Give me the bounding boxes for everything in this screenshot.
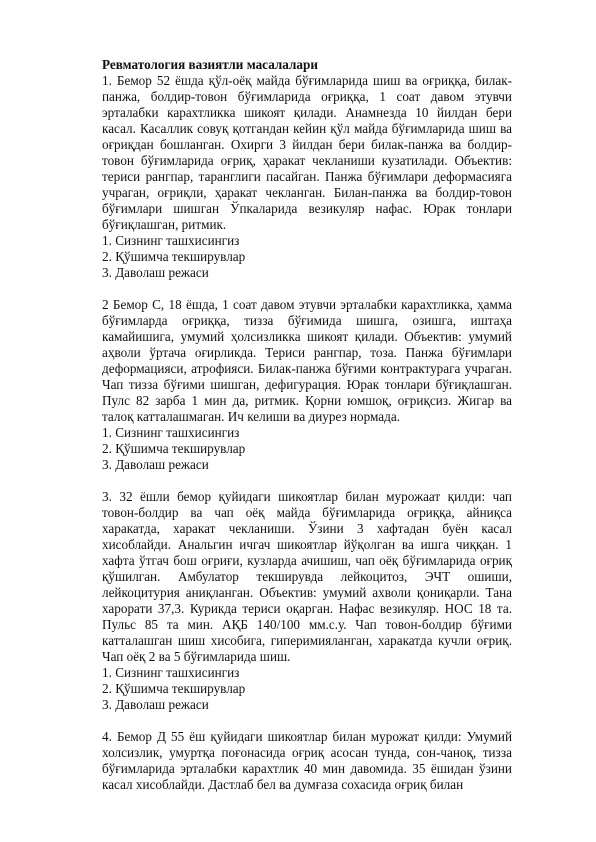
paragraph-gap	[102, 713, 512, 729]
paragraph-gap	[102, 473, 512, 489]
case-4	[102, 729, 512, 793]
case-text: 3. 32 ёшли бемор қуйидаги шикоятлар билан мурожаат қилди: чап товон-болдир ва чап оёқ майда бўғимларида оғриққа, айниқса харакатда, харакат чекланиши. Ўзини 3 хафтадан буён касал хисоблайди. Анальгин ичгач шикоятлар йўқолган ва ишга чиққан. 1 хафта ўтгач бош оғриғи, кузларда ачишиш, чап оёқ бўғимларида оғриқ қўшилган. Амбулатор текширувда лейкоцитоз, ЭЧТ ошиши, лейкоцитурия аниқланган. Объектив: умумий ахволи қониқарли. Тана харорати 37,3. Курикда териси оқарган. Нафас везикуляр. НОС 18 та. Пульс 85 та мин. АҚБ 140/100 мм.с.у. Чап товон-болдир бўғими катталашган шиш хисобига, гиперимияланган, харакатда кучли оғриқ. Чап оёқ 2 ва 5 бўғимларида шиш.	[102, 489, 512, 664]
question-additional-tests: 2. Қўшимча текширувлар	[102, 681, 246, 696]
case-text: 2 Бемор С, 18 ёшда, 1 соат давом этувчи эрталабки карахтликка, ҳамма бўғимларда оғриққа, тизза бўғимида шишга, озишга, иштаҳа камайишига, умумий ҳолсизликка шикоят қилади. Объектив: умумий аҳволи ўртача оғирликда. Териси рангпар, тоза. Панжа бўғимлари деформацияси, атрофияси. Билак-панжа бўғими контрактурага учраган. Чап тизза бўғими шишган, дефигурация. Юрак тонлари бўғиқлашган. Пулс 82 зарба 1 мин да, ритмик. Қорни юмшоқ, оғриқсиз. Жигар ва талоқ катталашмаган. Ич келиши ва диурез нормада.	[102, 297, 512, 424]
paragraph-gap	[102, 281, 512, 297]
question-treatment-plan: 3. Даволаш режаси	[102, 697, 209, 712]
question-diagnosis: 1. Сизнинг ташхисингиз	[102, 665, 240, 680]
question-diagnosis: 1. Сизнинг ташхисингиз	[102, 425, 240, 440]
case-3	[102, 489, 512, 713]
question-treatment-plan: 3. Даволаш режаси	[102, 457, 209, 472]
case-2	[102, 297, 512, 473]
question-diagnosis: 1. Сизнинг ташхисингиз	[102, 233, 240, 248]
document-title: Ревматология вазиятли масалалари	[102, 57, 318, 72]
case-text: 1. Бемор 52 ёшда қўл-оёқ майда бўғимларида шиш ва оғриққа, билак-панжа, болдир-товон бўғимларида оғриққа, 1 соат давом этувчи эрталабки карахтликка шикоят қилади. Анамнезда 10 йилдан бери касал. Касаллик совуқ қотгандан кейин қўл майда бўғимларида шиш ва оғриқдан бошланган. Охирги 3 йилдан бери билак-панжа ва болдир-товон бўғимларида оғриқ, ҳаракат чекланиши кузатилади. Объектив: териси рангпар, таранглиги пасайган. Панжа бўғимлари деформасияга учраган, оғриқли, ҳаракат чекланган. Билан-панжа ва болдир-товон бўғимлари шишган Ўпкаларида везикуляр нафас. Юрак тонлари бўғиқлашган, ритмик.	[102, 73, 512, 232]
question-additional-tests: 2. Қўшимча текширувлар	[102, 441, 246, 456]
case-1	[102, 73, 512, 281]
case-text: 4. Бемор Д 55 ёш қуйидаги шикоятлар билан мурожат қилди: Умумий холсизлик, умуртқа поғонасида оғриқ асосан тунда, сон-чаноқ, тизза бўғимларида эрталабки карахтлик 40 мин давомида. 35 ёшидан ўзини касал хисоблайди. Дастлаб бел ва думғаза сохасида оғриқ билан	[102, 729, 512, 792]
question-treatment-plan: 3. Даволаш режаси	[102, 265, 209, 280]
question-additional-tests: 2. Қўшимча текширувлар	[102, 249, 246, 264]
